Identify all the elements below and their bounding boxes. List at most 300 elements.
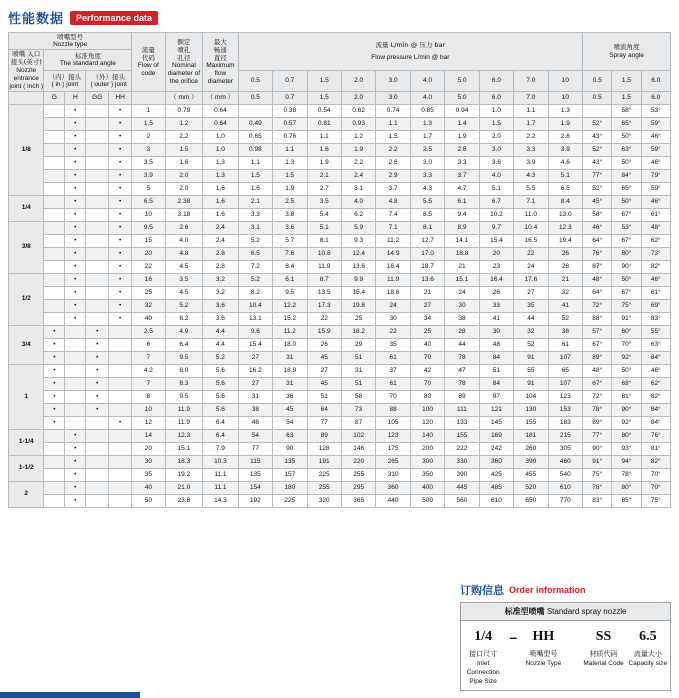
cell-angle-1: 70° <box>612 338 641 351</box>
cell-flow-0: 77 <box>238 442 272 455</box>
cell-flow-4: 2.9 <box>376 169 410 182</box>
joint-mark-g: • <box>44 338 65 351</box>
cell-flow-3: 58 <box>341 390 375 403</box>
cell-flow-3: 3.1 <box>341 182 375 195</box>
cell-nominal-diameter: 4.9 <box>165 325 203 338</box>
th-outer-joint <box>86 71 132 92</box>
cell-flow-3: 12.4 <box>341 247 375 260</box>
cell-flow-2: 45 <box>307 351 341 364</box>
joint-mark-gg: • <box>86 338 109 351</box>
cell-flow-9: 153 <box>548 403 583 416</box>
joint-mark-g <box>44 130 65 143</box>
cell-angle-0: 83° <box>583 494 612 507</box>
cell-angle-1: 80° <box>612 481 641 494</box>
table-row <box>9 468 671 481</box>
table-row <box>9 364 671 377</box>
th-pressure-val-6: 5.0 <box>445 71 479 92</box>
cell-flow-3: 1.9 <box>341 143 375 156</box>
cell-nominal-diameter: 23.8 <box>165 494 203 507</box>
cell-flow-1: 180 <box>273 481 307 494</box>
cell-max-flow-diameter: 5.2 <box>203 351 238 364</box>
joint-mark-g <box>44 221 65 234</box>
cell-flow-7: 30 <box>479 325 513 338</box>
joint-mark-gg <box>86 169 109 182</box>
cell-angle-1: 81° <box>612 390 641 403</box>
joint-mark-hh: • <box>109 156 132 169</box>
row-group-label: 1/8 <box>9 104 44 195</box>
joint-mark-g <box>44 455 65 468</box>
order-segment-en-1: Nozzle Type <box>525 660 562 667</box>
cell-flow-9: 107 <box>548 377 583 390</box>
cell-flow-5: 3.3 <box>410 169 444 182</box>
joint-mark-hh <box>109 338 132 351</box>
cell-flow-3: 2.2 <box>341 156 375 169</box>
cell-flow-2: 10.8 <box>307 247 341 260</box>
cell-flow-3: 0.93 <box>341 117 375 130</box>
cell-nominal-diameter: 6.4 <box>165 338 203 351</box>
cell-flow-1: 90 <box>273 442 307 455</box>
cell-flow-6: 1.4 <box>445 117 479 130</box>
cell-flow-7: 485 <box>479 481 513 494</box>
cell-flow-8: 260 <box>514 442 548 455</box>
cell-flow-8: 104 <box>514 390 548 403</box>
cell-flow-7: 10.2 <box>479 208 513 221</box>
joint-mark-gg <box>86 312 109 325</box>
cell-angle-2: 55° <box>641 325 670 338</box>
th-inner-cn: （内）接头 <box>48 72 82 81</box>
cell-flow-9: 540 <box>548 468 583 481</box>
cell-flow-8: 55 <box>514 364 548 377</box>
cell-flow-code: 10 <box>132 208 165 221</box>
cell-flow-4: 2.6 <box>376 156 410 169</box>
cell-max-flow-diameter: 1.0 <box>203 130 238 143</box>
cell-flow-code: 3 <box>132 143 165 156</box>
joint-mark-gg <box>86 286 109 299</box>
order-segment-en-3: Capacity size <box>628 660 668 667</box>
joint-mark-h: • <box>65 468 86 481</box>
cell-flow-2: 89 <box>307 429 341 442</box>
cell-angle-2: 70° <box>641 481 670 494</box>
joint-mark-hh: • <box>109 286 132 299</box>
cell-flow-1: 225 <box>273 494 307 507</box>
cell-flow-code: 9.5 <box>132 221 165 234</box>
joint-mark-h: • <box>65 156 86 169</box>
th-sub-g: G <box>44 91 65 104</box>
cell-flow-2: 320 <box>307 494 341 507</box>
joint-mark-g <box>44 468 65 481</box>
cell-angle-2: 61° <box>641 286 670 299</box>
cell-flow-7: 33 <box>479 299 513 312</box>
cell-flow-7: 84 <box>479 377 513 390</box>
page-title-en: Performance data <box>70 11 158 25</box>
cell-flow-code: 2.5 <box>132 325 165 338</box>
table-row <box>9 143 671 156</box>
joint-mark-h <box>65 416 86 429</box>
joint-mark-hh <box>109 390 132 403</box>
cell-flow-8: 17.6 <box>514 273 548 286</box>
th-p-7: 6.0 <box>479 91 513 104</box>
cell-flow-2: 1.9 <box>307 156 341 169</box>
joint-mark-g <box>44 169 65 182</box>
row-group-label: 1/2 <box>9 273 44 325</box>
cell-flow-2: 3.5 <box>307 195 341 208</box>
cell-angle-0: 89° <box>583 351 612 364</box>
cell-nominal-diameter: 21.0 <box>165 481 203 494</box>
th-unit-flow-code <box>132 91 165 104</box>
cell-flow-6: 44 <box>445 338 479 351</box>
joint-mark-h <box>65 377 86 390</box>
th-inner-joint <box>44 71 86 92</box>
joint-mark-hh <box>109 442 132 455</box>
cell-angle-2: 53° <box>641 104 670 117</box>
joint-mark-h: • <box>65 247 86 260</box>
cell-flow-2: 45 <box>307 377 341 390</box>
joint-mark-hh: • <box>109 260 132 273</box>
table-row <box>9 403 671 416</box>
cell-flow-0: 27 <box>238 351 272 364</box>
joint-mark-hh <box>109 429 132 442</box>
cell-angle-2: 70° <box>641 468 670 481</box>
joint-mark-gg <box>86 273 109 286</box>
cell-flow-6: 3.7 <box>445 169 479 182</box>
joint-mark-h: • <box>65 130 86 143</box>
th-spray-angle-cn: 喷流角度 <box>613 43 640 52</box>
cell-angle-2: 82° <box>641 390 670 403</box>
cell-angle-1: 50° <box>612 273 641 286</box>
joint-mark-hh <box>109 455 132 468</box>
cell-flow-8: 7.1 <box>514 195 548 208</box>
table-row <box>9 481 671 494</box>
cell-flow-1: 0.57 <box>273 117 307 130</box>
cell-flow-8: 24 <box>514 260 548 273</box>
joint-mark-g <box>44 247 65 260</box>
cell-flow-8: 1.1 <box>514 104 548 117</box>
table-row <box>9 169 671 182</box>
cell-flow-8: 4.3 <box>514 169 548 182</box>
cell-flow-3: 4.0 <box>341 195 375 208</box>
cell-flow-8: 520 <box>514 481 548 494</box>
order-box-head-cn: 标准型喷嘴 <box>504 607 545 616</box>
cell-flow-6: 155 <box>445 429 479 442</box>
cell-angle-1: 65° <box>612 182 641 195</box>
cell-flow-3: 9.3 <box>341 234 375 247</box>
cell-nominal-diameter: 9.5 <box>165 390 203 403</box>
cell-angle-2: 59° <box>641 182 670 195</box>
joint-mark-gg <box>86 156 109 169</box>
cell-flow-0: 0.65 <box>238 130 272 143</box>
cell-max-flow-diameter: 0.64 <box>203 117 238 130</box>
cell-max-flow-diameter: 5.6 <box>203 403 238 416</box>
cell-flow-1: 2.5 <box>273 195 307 208</box>
cell-angle-2: 76° <box>641 429 670 442</box>
joint-mark-gg <box>86 104 109 117</box>
cell-flow-9: 6.5 <box>548 182 583 195</box>
cell-flow-code: 40 <box>132 481 165 494</box>
cell-flow-code: 6 <box>132 338 165 351</box>
table-row <box>9 455 671 468</box>
cell-flow-6: 6.1 <box>445 195 479 208</box>
cell-nominal-diameter: 9.5 <box>165 351 203 364</box>
cell-flow-4: 310 <box>376 468 410 481</box>
cell-max-flow-diameter: 1.6 <box>203 182 238 195</box>
th-max-flow-diameter <box>203 33 238 92</box>
cell-flow-6: 14.1 <box>445 234 479 247</box>
cell-flow-8: 3.9 <box>514 156 548 169</box>
th-inner-en: ( in ) joint <box>51 80 79 88</box>
cell-flow-0: 27 <box>238 377 272 390</box>
th-std-angle-en: The standard angle <box>59 60 116 68</box>
th-spray-angle-en: Spray angle <box>609 51 644 59</box>
th-sub-gg: GG <box>86 91 109 104</box>
cell-flow-2: 128 <box>307 442 341 455</box>
cell-angle-0: 52° <box>583 117 612 130</box>
cell-flow-4: 88 <box>376 403 410 416</box>
joint-mark-h: • <box>65 143 86 156</box>
cell-flow-3: 29 <box>341 338 375 351</box>
cell-flow-1: 36 <box>273 390 307 403</box>
joint-mark-h <box>65 364 86 377</box>
order-segment-cn-2: 材质代码 <box>589 650 618 658</box>
cell-flow-2: 1.6 <box>307 143 341 156</box>
cell-flow-0: 3.3 <box>238 208 272 221</box>
joint-mark-g <box>44 273 65 286</box>
th-p-1: 0.7 <box>273 91 307 104</box>
cell-angle-2: 62° <box>641 234 670 247</box>
joint-mark-g <box>44 312 65 325</box>
order-segment-value-2: SS <box>595 629 612 644</box>
cell-nominal-diameter: 6.2 <box>165 312 203 325</box>
cell-angle-1: 67° <box>612 286 641 299</box>
cell-max-flow-diameter: 7.9 <box>203 442 238 455</box>
cell-angle-2: 83° <box>641 312 670 325</box>
cell-angle-0: 64° <box>583 286 612 299</box>
joint-mark-g <box>44 429 65 442</box>
cell-angle-0: 72° <box>583 299 612 312</box>
cell-flow-8: 155 <box>514 416 548 429</box>
order-segment-value-3: 6.5 <box>639 629 657 644</box>
cell-flow-4: 11.9 <box>376 273 410 286</box>
cell-flow-code: 6.5 <box>132 195 165 208</box>
cell-flow-3: 51 <box>341 351 375 364</box>
cell-flow-3: 220 <box>341 455 375 468</box>
cell-flow-6: 1.9 <box>445 130 479 143</box>
th-a-1: 1.5 <box>612 91 641 104</box>
joint-mark-gg: • <box>86 325 109 338</box>
th-outer-cn: （外）接头 <box>92 72 125 81</box>
cell-angle-0: 87° <box>583 260 612 273</box>
cell-flow-4: 0.74 <box>376 104 410 117</box>
table-row <box>9 377 671 390</box>
cell-angle-2: 82° <box>641 260 670 273</box>
cell-flow-5: 80 <box>410 390 444 403</box>
cell-flow-3: 2.4 <box>341 169 375 182</box>
th-angle-val-1: 1.5 <box>612 71 641 92</box>
cell-flow-3: 25 <box>341 312 375 325</box>
order-box <box>460 602 671 691</box>
row-group-label: 3/4 <box>9 325 44 364</box>
cell-flow-code: 12 <box>132 416 165 429</box>
cell-angle-0: 91° <box>583 455 612 468</box>
cell-angle-1: 53° <box>612 221 641 234</box>
cell-flow-4: 105 <box>376 416 410 429</box>
cell-flow-1: 6.1 <box>273 273 307 286</box>
cell-angle-2: 84° <box>641 416 670 429</box>
th-p-3: 2.0 <box>341 91 375 104</box>
joint-mark-h: • <box>65 494 86 507</box>
cell-flow-3: 365 <box>341 494 375 507</box>
cell-flow-1: 31 <box>273 377 307 390</box>
cell-flow-6: 28 <box>445 325 479 338</box>
cell-angle-0: 64° <box>583 234 612 247</box>
th-blank-entrance <box>9 91 44 104</box>
cell-angle-0: 48° <box>583 364 612 377</box>
cell-flow-0: 1.1 <box>238 156 272 169</box>
cell-flow-6: 9.4 <box>445 208 479 221</box>
cell-angle-0: 57° <box>583 325 612 338</box>
table-row <box>9 221 671 234</box>
joint-mark-hh <box>109 481 132 494</box>
cell-flow-1: 8.4 <box>273 260 307 273</box>
joint-mark-gg <box>86 130 109 143</box>
cell-flow-7: 610 <box>479 494 513 507</box>
cell-flow-4: 61 <box>376 351 410 364</box>
cell-max-flow-diameter: 4.4 <box>203 338 238 351</box>
cell-flow-3: 146 <box>341 442 375 455</box>
order-title-en: Order information <box>509 585 586 595</box>
cell-nominal-diameter: 11.9 <box>165 416 203 429</box>
cell-flow-7: 9.7 <box>479 221 513 234</box>
cell-flow-3: 15.4 <box>341 286 375 299</box>
joint-mark-g <box>44 481 65 494</box>
cell-flow-5: 140 <box>410 429 444 442</box>
cell-flow-5: 17.0 <box>410 247 444 260</box>
th-max-cn3: 直径 <box>213 53 227 62</box>
cell-nominal-diameter: 2.0 <box>165 182 203 195</box>
cell-angle-2: 46° <box>641 273 670 286</box>
cell-nominal-diameter: 15.1 <box>165 442 203 455</box>
cell-nominal-diameter: 6.0 <box>165 364 203 377</box>
cell-angle-1: 50° <box>612 156 641 169</box>
th-pressure-en: Flow pressure L/min @ bar <box>371 54 450 62</box>
cell-flow-7: 48 <box>479 338 513 351</box>
table-row <box>9 117 671 130</box>
joint-mark-g <box>44 494 65 507</box>
cell-angle-0: 76° <box>583 247 612 260</box>
joint-mark-h: • <box>65 312 86 325</box>
joint-mark-gg <box>86 299 109 312</box>
cell-flow-2: 13.5 <box>307 286 341 299</box>
th-flow-code <box>132 33 165 92</box>
table-row <box>9 130 671 143</box>
cell-angle-1: 92° <box>612 416 641 429</box>
cell-flow-3: 51 <box>341 377 375 390</box>
header-row-1 <box>9 33 671 50</box>
cell-flow-9: 5.1 <box>548 169 583 182</box>
cell-flow-1: 31 <box>273 351 307 364</box>
cell-flow-1: 12.2 <box>273 299 307 312</box>
joint-mark-gg: • <box>86 403 109 416</box>
cell-angle-1: 67° <box>612 234 641 247</box>
joint-mark-gg: • <box>86 377 109 390</box>
cell-flow-9: 215 <box>548 429 583 442</box>
cell-angle-2: 46° <box>641 156 670 169</box>
joint-mark-gg <box>86 221 109 234</box>
table-row <box>9 442 671 455</box>
joint-mark-gg <box>86 117 109 130</box>
joint-mark-g <box>44 117 65 130</box>
cell-flow-0: 135 <box>238 468 272 481</box>
joint-mark-gg <box>86 468 109 481</box>
cell-angle-2: 73° <box>641 247 670 260</box>
table-row <box>9 351 671 364</box>
cell-flow-4: 1.1 <box>376 117 410 130</box>
joint-mark-hh: • <box>109 416 132 429</box>
cell-angle-2: 84° <box>641 403 670 416</box>
cell-flow-0: 9.6 <box>238 325 272 338</box>
cell-flow-6: 2.8 <box>445 143 479 156</box>
cell-flow-2: 26 <box>307 338 341 351</box>
cell-flow-6: 4.7 <box>445 182 479 195</box>
cell-flow-code: 4.2 <box>132 364 165 377</box>
cell-flow-7: 360 <box>479 455 513 468</box>
cell-max-flow-diameter: 2.8 <box>203 260 238 273</box>
cell-angle-0: 90° <box>583 442 612 455</box>
th-max-cn2: 畅通 <box>213 45 227 54</box>
order-segment-1 <box>521 629 565 669</box>
cell-flow-0: 10.4 <box>238 299 272 312</box>
joint-mark-hh: • <box>109 221 132 234</box>
cell-flow-7: 97 <box>479 390 513 403</box>
cell-flow-code: 32 <box>132 299 165 312</box>
cell-flow-1: 3.8 <box>273 208 307 221</box>
cell-flow-1: 15.2 <box>273 312 307 325</box>
cell-angle-1: 94° <box>612 455 641 468</box>
cell-flow-5: 70 <box>410 377 444 390</box>
header-row-3 <box>9 71 671 92</box>
cell-angle-1: 60° <box>612 325 641 338</box>
header-row-4 <box>9 91 671 104</box>
cell-max-flow-diameter: 6.4 <box>203 429 238 442</box>
cell-flow-7: 145 <box>479 416 513 429</box>
order-code-dash-1: – <box>509 629 518 645</box>
cell-flow-2: 255 <box>307 481 341 494</box>
joint-mark-h: • <box>65 117 86 130</box>
joint-mark-h: • <box>65 273 86 286</box>
cell-angle-0: 52° <box>583 182 612 195</box>
order-title <box>460 582 671 598</box>
cell-angle-0: 52° <box>583 143 612 156</box>
cell-flow-code: 16 <box>132 273 165 286</box>
cell-max-flow-diameter: 1.6 <box>203 195 238 208</box>
cell-flow-5: 42 <box>410 364 444 377</box>
cell-flow-9: 65 <box>548 364 583 377</box>
cell-flow-8: 1.7 <box>514 117 548 130</box>
cell-flow-code: 3.9 <box>132 169 165 182</box>
cell-flow-7: 1.5 <box>479 117 513 130</box>
th-p-6: 5.0 <box>445 91 479 104</box>
cell-nominal-diameter: 1.6 <box>165 156 203 169</box>
row-group-label: 1-1/4 <box>9 429 44 455</box>
th-p-2: 1.5 <box>307 91 341 104</box>
th-nominal-diameter <box>165 33 203 92</box>
th-flow-code-en: Flow of code <box>137 61 159 78</box>
cell-flow-code: 22 <box>132 260 165 273</box>
joint-mark-hh <box>109 325 132 338</box>
cell-max-flow-diameter: 1.3 <box>203 169 238 182</box>
joint-mark-hh: • <box>109 208 132 221</box>
joint-mark-hh: • <box>109 117 132 130</box>
cell-flow-6: 133 <box>445 416 479 429</box>
